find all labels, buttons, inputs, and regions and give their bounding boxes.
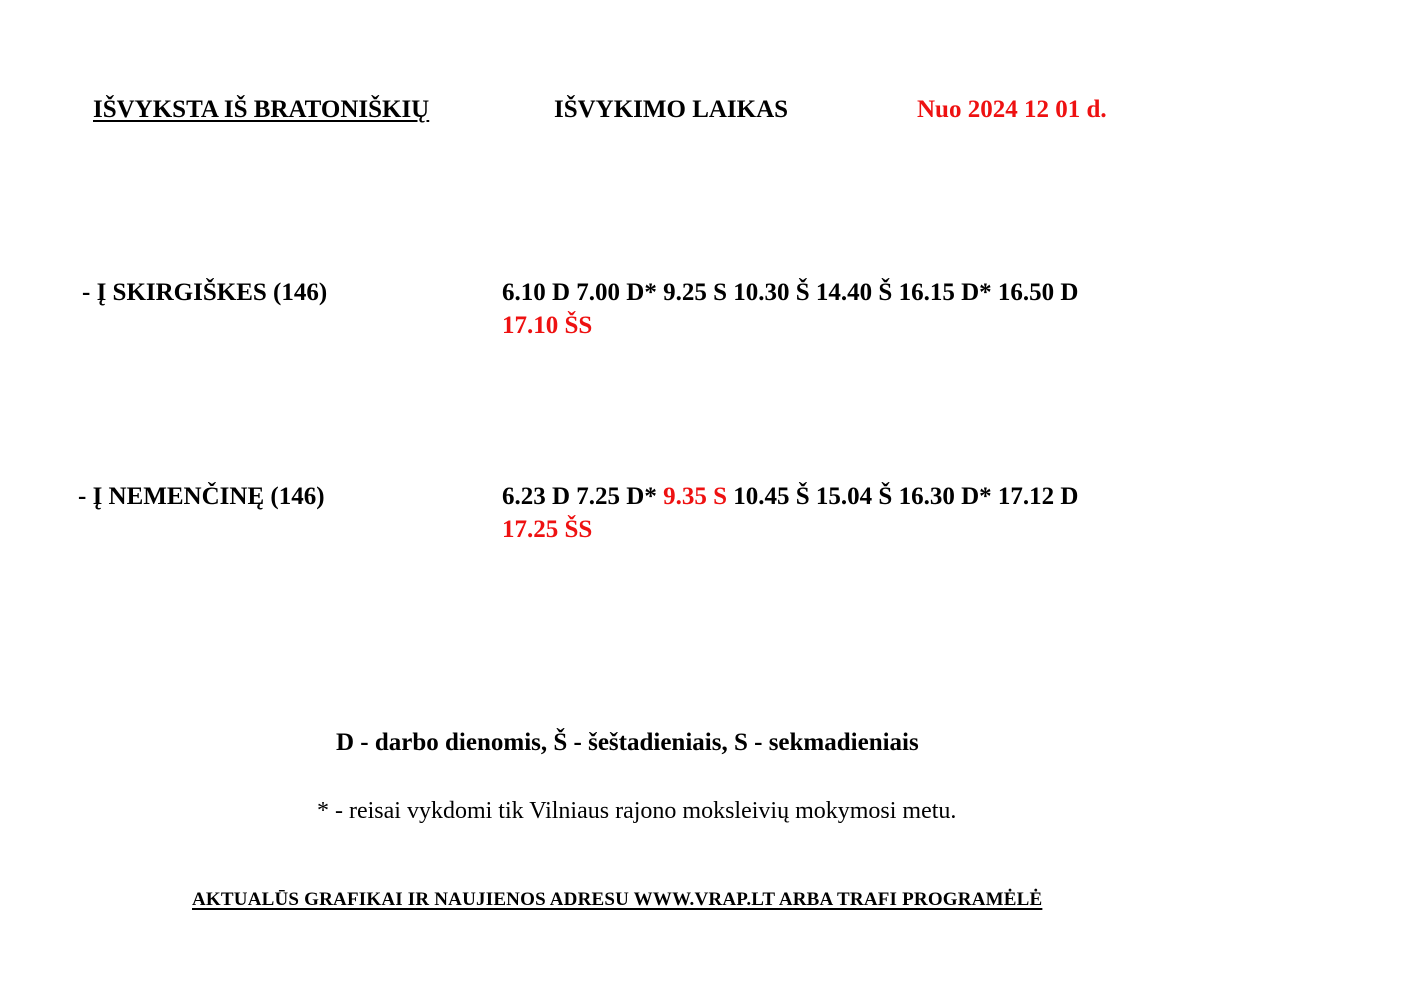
route-times-line-2 — [502, 513, 592, 546]
time-segment: 17.25 ŠS — [502, 516, 593, 543]
route-times-line-1 — [502, 276, 1078, 309]
departure-time-heading: IŠVYKIMO LAIKAS — [554, 96, 789, 123]
footnote: * - reisai vykdomi tik Vilniaus rajono moksleivių mokymosi metu. — [317, 798, 957, 824]
valid-from-date: Nuo 2024 12 01 d. — [917, 96, 1107, 123]
footer-link-notice: AKTUALŪS GRAFIKAI IR NAUJIENOS ADRESU WWW.VRAP.LT ARBA TRAFI PROGRAMĖLĖ — [192, 889, 1043, 910]
time-segment: 6.23 D 7.25 D* — [502, 483, 664, 510]
time-segment: 17.10 ŠS — [502, 312, 593, 339]
route-times-line-2 — [502, 309, 592, 342]
time-segment-highlight: 9.35 S — [663, 483, 728, 510]
time-segment: 10.45 Š 15.04 Š 16.30 D* 17.12 D — [727, 483, 1079, 510]
time-segment: 6.10 D 7.00 D* 9.25 S 10.30 Š 14.40 Š 16.15 D* 16.50 D — [502, 279, 1079, 306]
route-times-line-1 — [502, 480, 1078, 513]
route-name: - Į NEMENČINĘ (146) — [78, 483, 325, 510]
legend: D - darbo dienomis, Š - šeštadieniais, S - sekmadieniais — [336, 729, 919, 756]
route-name: - Į SKIRGIŠKES (146) — [82, 279, 328, 306]
departs-from-heading: IŠVYKSTA IŠ BRATONIŠKIŲ — [93, 96, 430, 123]
